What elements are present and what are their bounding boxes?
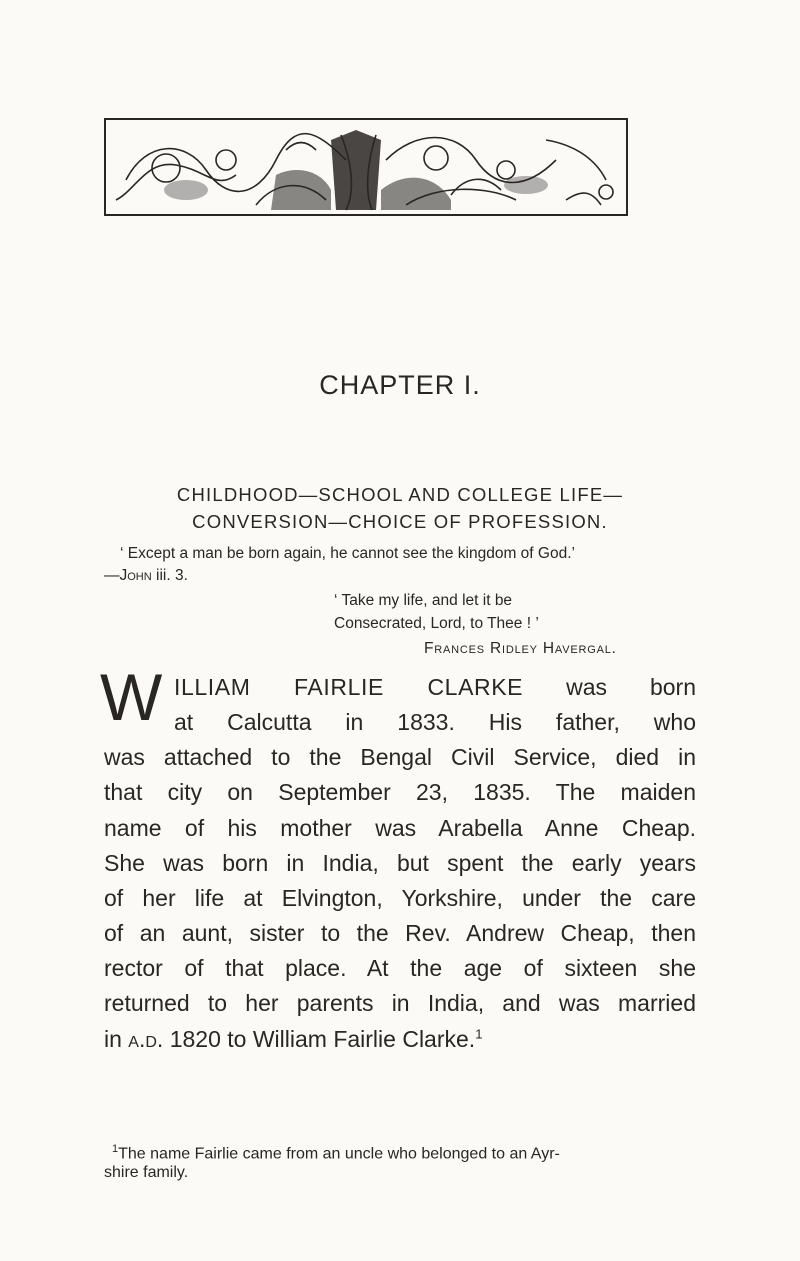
body-line-3: was attached to the Bengal Civil Service, died in — [104, 744, 696, 770]
verse-line-2: Consecrated, Lord, to Thee ! ’ — [334, 615, 539, 632]
body-line-2: at Calcutta in 1833. His father, who — [174, 709, 696, 735]
footnote-line-1 — [112, 1143, 704, 1163]
verse-attribution: Frances Ridley Havergal. — [424, 640, 617, 657]
epigraph-source-prefix: — — [104, 567, 120, 584]
body-line-11-post: 1820 to William Fairlie Clarke. — [163, 1026, 476, 1052]
body-line-1 — [174, 674, 696, 701]
body-line-10: returned to her parents in India, and was married — [104, 990, 696, 1016]
body-line-8: of an aunt, sister to the Rev. Andrew Cheap, then — [104, 920, 696, 946]
body-line-5: name of his mother was Arabella Anne Cheap. — [104, 815, 696, 841]
footnote-mark: 1 — [112, 1143, 119, 1155]
body-line-6: She was born in India, but spent the early years — [104, 850, 696, 876]
era-abbreviation: a.d. — [128, 1026, 164, 1052]
epigraph-source — [104, 567, 188, 585]
body-line-9: rector of that place. At the age of sixteen she — [104, 955, 696, 981]
body-line-7: of her life at Elvington, Yorkshire, under the care — [104, 885, 696, 911]
body-line-1-rest: was born — [523, 674, 697, 700]
body-line-4: that city on September 23, 1835. The maiden — [104, 779, 696, 805]
epigraph-source-name: John — [119, 567, 152, 584]
body-line-11 — [104, 1026, 696, 1053]
drop-cap: W — [100, 660, 163, 734]
body-line-11-pre: in — [104, 1026, 129, 1052]
chapter-title: CHAPTER I. — [319, 370, 481, 400]
footnote-line-2: shire family. — [104, 1164, 189, 1181]
ornamental-headpiece — [104, 118, 628, 216]
epigraph-source-ref: iii. 3. — [151, 567, 188, 584]
opening-name: ILLIAM FAIRLIE CLARKE — [174, 674, 524, 700]
ornament-illustration — [106, 120, 626, 214]
verse-line-1: ‘ Take my life, and let it be — [334, 592, 513, 609]
footnote-reference: 1 — [475, 1026, 483, 1042]
chapter-subtitle-line-2: CONVERSION—CHOICE OF PROFESSION. — [192, 511, 608, 532]
chapter-subtitle-line-1: CHILDHOOD—SCHOOL AND COLLEGE LIFE— — [176, 484, 624, 505]
footnote-text-1: The name Fairlie came from an uncle who belonged to an Ayr- — [118, 1145, 560, 1163]
epigraph-quote: ‘ Except a man be born again, he cannot see the kingdom of God.’ — [120, 545, 575, 562]
